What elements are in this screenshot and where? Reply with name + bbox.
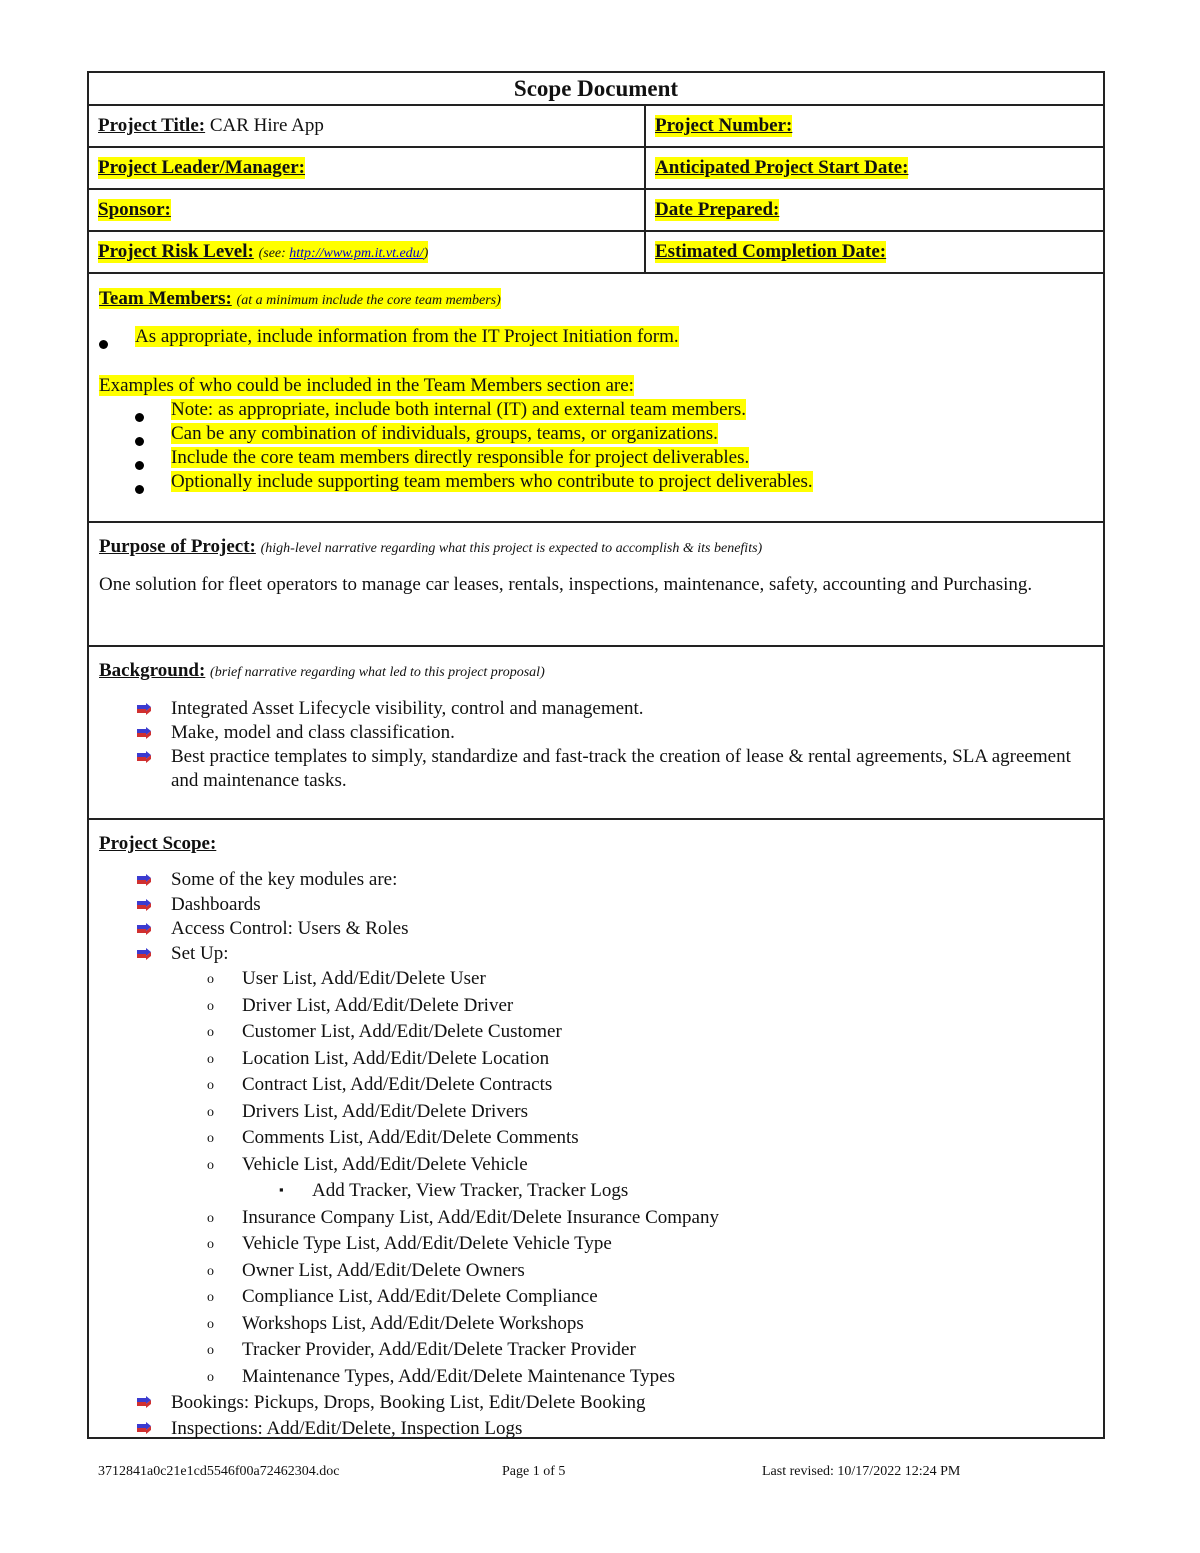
- arrow-bullet-icon: [137, 874, 151, 886]
- footer-filename: 3712841a0c21e1cd5546f00a72462304.doc: [98, 1464, 340, 1479]
- setup-item-text: User List, Add/Edit/Delete User: [242, 968, 486, 989]
- arrow-bullet-icon: [137, 751, 151, 763]
- background-item-text: Integrated Asset Lifecycle visibility, control and management.: [171, 698, 644, 719]
- project-title-cell: [89, 106, 646, 146]
- team-members-note: (at a minimum include the core team members): [236, 293, 501, 308]
- team-example-text: Optionally include supporting team members who contribute to project deliverables.: [171, 471, 813, 492]
- circle-o-bullet: o: [207, 1316, 214, 1332]
- scope-item: [99, 1390, 1093, 1416]
- team-example-item: [99, 470, 1093, 494]
- risk-level-label: Project Risk Level:: [98, 241, 254, 262]
- arrow-bullet-icon: [137, 948, 151, 960]
- setup-item: [99, 1152, 1093, 1179]
- setup-item: [99, 1125, 1093, 1152]
- circle-o-bullet: o: [207, 1343, 214, 1358]
- project-number-cell: [646, 106, 1103, 146]
- circle-o-bullet: o: [207, 1210, 214, 1226]
- setup-item-text: Workshops List, Add/Edit/Delete Workshops: [242, 1312, 584, 1334]
- circle-o-bullet: o: [207, 1104, 214, 1120]
- completion-date-cell: [646, 232, 1103, 272]
- setup-item: [99, 1019, 1093, 1046]
- scope-item-text: Set Up:: [171, 942, 229, 964]
- scope-item: [99, 942, 1093, 967]
- setup-item-text: Driver List, Add/Edit/Delete Driver: [242, 994, 514, 1016]
- team-members-section: [89, 274, 1103, 523]
- purpose-text: One solution for fleet operators to manage car leases, rentals, inspections, maintenance, safety, accounting and Purchasing.: [99, 574, 1033, 595]
- risk-level-link[interactable]: http://www.pm.it.vt.edu/: [289, 246, 424, 261]
- background-list: [99, 697, 1093, 793]
- circle-o-bullet: o: [207, 1078, 214, 1093]
- background-item: [99, 745, 1093, 793]
- circle-o-bullet: o: [207, 972, 214, 987]
- arrow-bullet-icon: [137, 1396, 151, 1408]
- circle-o-bullet: o: [207, 1051, 214, 1067]
- scope-item: [99, 1416, 1093, 1441]
- purpose-label: Purpose of Project:: [99, 536, 256, 557]
- scope-item: [99, 868, 1093, 893]
- circle-o-bullet: o: [207, 1263, 214, 1279]
- background-section: [89, 647, 1103, 820]
- date-prepared-label: Date Prepared:: [655, 199, 780, 220]
- circle-o-bullet: o: [207, 998, 214, 1014]
- setup-item-text: Owner List, Add/Edit/Delete Owners: [242, 1259, 525, 1281]
- arrow-bullet-icon: [137, 727, 151, 739]
- setup-item-text: Customer List, Add/Edit/Delete Customer: [242, 1021, 562, 1042]
- arrow-bullet-icon: [137, 899, 151, 911]
- footer-last-revised: Last revised: 10/17/2022 12:24 PM: [762, 1464, 961, 1479]
- circle-o-bullet: o: [207, 1131, 214, 1146]
- team-example-item: [99, 398, 1093, 422]
- scope-item-text: Dashboards: [171, 893, 261, 915]
- setup-item: [99, 1231, 1093, 1258]
- arrow-bullet-icon: [137, 703, 151, 715]
- setup-item-text: Compliance List, Add/Edit/Delete Compliance: [242, 1286, 598, 1307]
- setup-item: [99, 1205, 1093, 1232]
- team-bullet-text: As appropriate, include information from the IT Project Initiation form.: [135, 326, 679, 347]
- header-row-4: [89, 232, 1103, 274]
- project-title-value: CAR Hire App: [205, 115, 324, 136]
- dot-bullet-icon: [99, 332, 108, 356]
- risk-level-cell: [89, 232, 646, 272]
- team-members-label: Team Members:: [99, 288, 232, 309]
- circle-o-bullet: o: [207, 1237, 214, 1252]
- risk-level-note-suffix: ): [423, 246, 429, 261]
- arrow-bullet-icon: [137, 1422, 151, 1434]
- setup-item-text: Vehicle Type List, Add/Edit/Delete Vehicle Type: [242, 1233, 612, 1254]
- setup-item-text: Location List, Add/Edit/Delete Location: [242, 1047, 550, 1069]
- setup-sublist: [99, 966, 1093, 1390]
- risk-level-note-prefix: (see:: [258, 246, 290, 261]
- scope-item-text: Inspections: Add/Edit/Delete, Inspection Logs: [171, 1417, 523, 1439]
- setup-item: [99, 966, 1093, 993]
- arrow-bullet-icon: [137, 923, 151, 935]
- team-examples-list: [99, 398, 1093, 494]
- scope-item-text: Bookings: Pickups, Drops, Booking List, Edit/Delete Booking: [171, 1392, 646, 1413]
- purpose-section: [89, 523, 1103, 647]
- circle-o-bullet: o: [207, 1369, 214, 1385]
- team-example-text: Can be any combination of individuals, groups, teams, or organizations.: [171, 423, 718, 444]
- vehicle-subitem: [99, 1178, 1093, 1205]
- start-date-cell: [646, 148, 1103, 188]
- circle-o-bullet: o: [207, 1157, 214, 1173]
- team-bullet-item: [99, 325, 1093, 349]
- setup-item: [99, 1284, 1093, 1311]
- scope-document-table: [87, 71, 1105, 1439]
- setup-item: [99, 993, 1093, 1020]
- setup-item-text: Tracker Provider, Add/Edit/Delete Tracker Provider: [242, 1339, 636, 1360]
- setup-item: [99, 1337, 1093, 1364]
- setup-item: [99, 1099, 1093, 1126]
- setup-item-text: Contract List, Add/Edit/Delete Contracts: [242, 1074, 553, 1095]
- background-item: [99, 697, 1093, 721]
- vehicle-subitem-text: Add Tracker, View Tracker, Tracker Logs: [312, 1180, 629, 1201]
- date-prepared-cell: [646, 190, 1103, 230]
- project-number-label: Project Number:: [655, 115, 793, 136]
- background-item-text: Make, model and class classification.: [171, 722, 455, 743]
- start-date-label: Anticipated Project Start Date:: [655, 157, 909, 178]
- scope-item: [99, 893, 1093, 918]
- header-row-3: [89, 190, 1103, 232]
- square-bullet: ▪: [279, 1182, 284, 1197]
- dot-bullet-icon: [135, 477, 144, 501]
- project-leader-cell: [89, 148, 646, 188]
- document-title: Scope Document: [513, 75, 679, 101]
- setup-item-text: Vehicle List, Add/Edit/Delete Vehicle: [242, 1153, 528, 1175]
- setup-item: [99, 1311, 1093, 1338]
- background-label: Background:: [99, 660, 206, 681]
- project-leader-label: Project Leader/Manager:: [98, 157, 305, 178]
- setup-item: [99, 1364, 1093, 1391]
- setup-item-text: Insurance Company List, Add/Edit/Delete Insurance Company: [242, 1206, 719, 1228]
- team-example-text: Note: as appropriate, include both internal (IT) and external team members.: [171, 399, 747, 420]
- project-scope-section: [89, 820, 1103, 1440]
- circle-o-bullet: o: [207, 1025, 214, 1040]
- background-item: [99, 721, 1093, 745]
- sponsor-cell: [89, 190, 646, 230]
- document-title-row: [89, 73, 1103, 106]
- scope-list: [99, 868, 1093, 1440]
- background-note: (brief narrative regarding what led to this project proposal): [210, 665, 545, 680]
- completion-date-label: Estimated Completion Date:: [655, 241, 887, 262]
- project-scope-label: Project Scope:: [99, 833, 217, 854]
- setup-item-text: Maintenance Types, Add/Edit/Delete Maintenance Types: [242, 1365, 675, 1387]
- setup-item: [99, 1046, 1093, 1073]
- team-example-item: [99, 422, 1093, 446]
- scope-item-text: Some of the key modules are:: [171, 869, 398, 890]
- header-row-1: [89, 106, 1103, 148]
- setup-item-text: Comments List, Add/Edit/Delete Comments: [242, 1127, 579, 1148]
- circle-o-bullet: o: [207, 1290, 214, 1305]
- team-examples-intro: Examples of who could be included in the Team Members section are:: [99, 375, 634, 396]
- sponsor-label: Sponsor:: [98, 199, 171, 220]
- header-row-2: [89, 148, 1103, 190]
- background-item-text: Best practice templates to simply, standardize and fast-track the creation of lease & rental agreements, SLA agreement and maintenance tasks.: [171, 746, 1071, 791]
- purpose-note: (high-level narrative regarding what this project is expected to accomplish & its benefits): [260, 541, 763, 556]
- setup-item: [99, 1258, 1093, 1285]
- team-example-text: Include the core team members directly responsible for project deliverables.: [171, 447, 750, 468]
- footer-page-number: Page 1 of 5: [502, 1464, 566, 1479]
- scope-item-text: Access Control: Users & Roles: [171, 918, 409, 939]
- scope-item: [99, 917, 1093, 942]
- project-title-label: Project Title:: [98, 115, 206, 136]
- setup-item: [99, 1072, 1093, 1099]
- team-example-item: [99, 446, 1093, 470]
- setup-item-text: Drivers List, Add/Edit/Delete Drivers: [242, 1100, 528, 1122]
